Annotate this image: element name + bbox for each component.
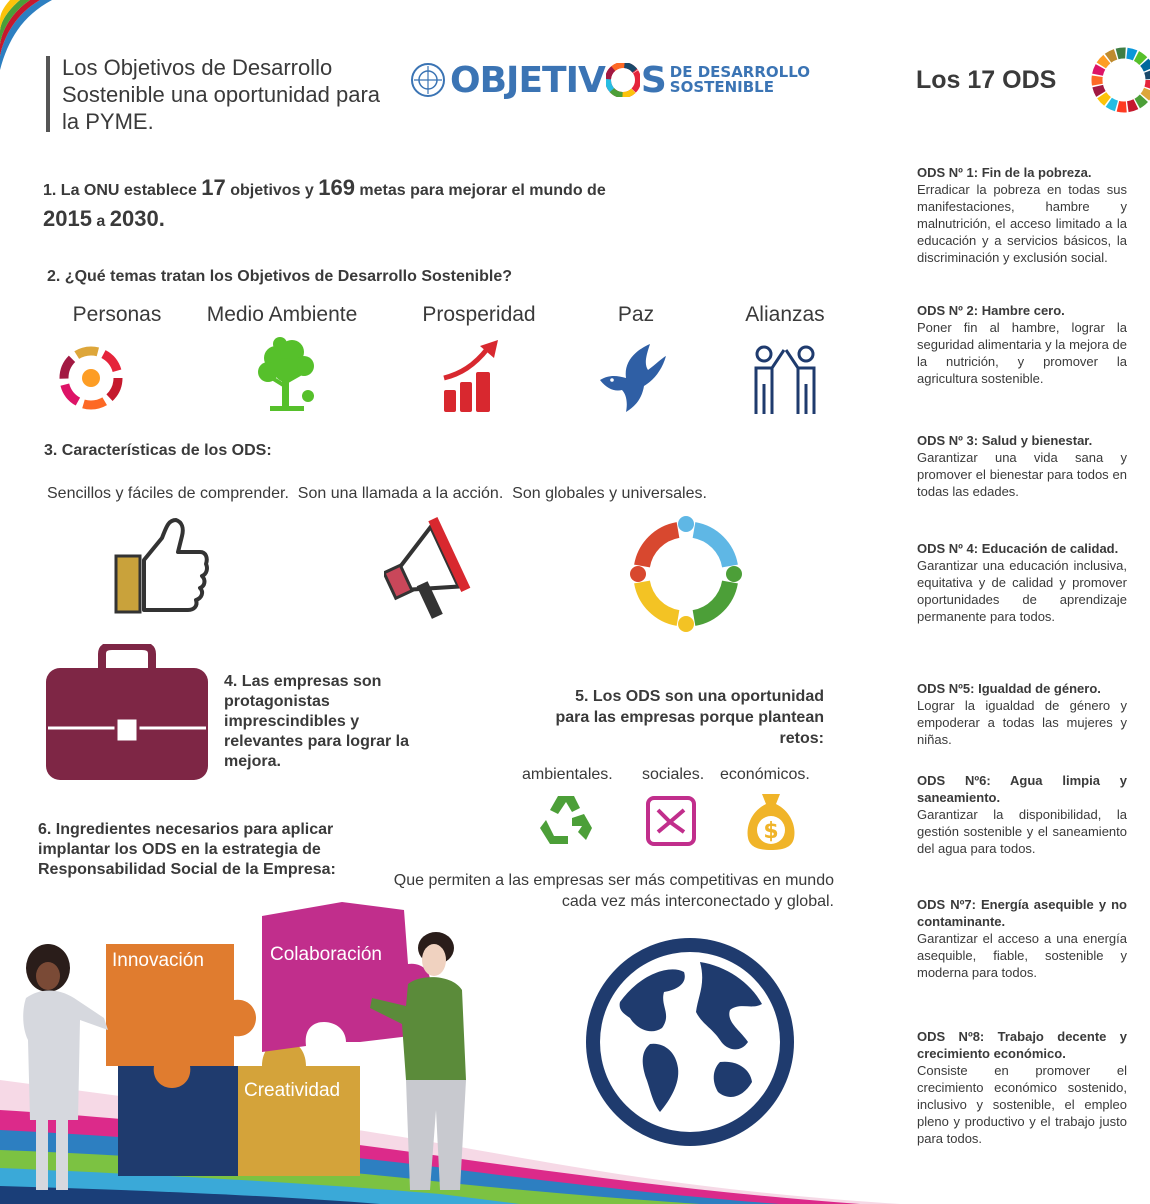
ods-item (917, 164, 1127, 266)
money-bag-icon (744, 790, 798, 852)
page-title: Los Objetivos de Desarrollo Sostenible una oportunidad para la PYME. (62, 55, 381, 134)
briefcase-icon (44, 644, 210, 784)
characteristics-line: Sencillos y fáciles de comprender. Son una llamada a la acción. Son globales y universales. (47, 485, 707, 502)
brand-word: OBJETIV (450, 59, 605, 101)
ods-item (917, 772, 1127, 857)
ods-desc: Garantizar una educación inclusiva, equitativa y de calidad y promover oportunidades de aprendizaje permanente para todos. (917, 558, 1127, 624)
theme-label-alianzas: Alianzas (745, 303, 825, 326)
puzzle-label-creativity: Creatividad (244, 1080, 341, 1101)
ods-title: ODS Nº 3: Salud y bienestar. (917, 433, 1093, 448)
s1-num-objectives: 17 (201, 175, 226, 200)
theme-label-prosperidad: Prosperidad (422, 303, 536, 326)
ods-item (917, 1028, 1127, 1147)
partnership-icon (750, 340, 820, 416)
challenge-label-social: sociales. (642, 766, 705, 783)
ods-desc: Consiste en promover el crecimiento económico sostenido, inclusivo y sostenible, el empleo pleno y productivo y el trabajo justo para todos. (917, 1063, 1127, 1146)
brand-word-end: S (640, 59, 666, 101)
brand-subtitle-1: DE DESARROLLO (669, 63, 810, 81)
s1-year-start: 2015 (43, 206, 92, 231)
global-people-icon (628, 516, 744, 632)
ods-desc: Garantizar la disponibilidad, la gestión sostenible y el saneamiento del agua para todos. (917, 807, 1127, 856)
ods-desc: Erradicar la pobreza en todas sus manifestaciones, hambre y malnutrición, el acceso limitado a la educación y a servicios básicos, la discriminación y exclusión social. (917, 182, 1127, 265)
un-emblem-icon (410, 62, 446, 98)
sdg-wheel-icon (606, 63, 640, 97)
sdg-brand-logo (410, 60, 810, 100)
svg-text:$: $ (763, 819, 779, 844)
globe-icon (580, 932, 800, 1152)
ods-title: ODS Nº6: Agua limpia y saneamiento. (917, 773, 1127, 805)
challenge-label-economic: económicos. (720, 766, 810, 783)
megaphone-icon (384, 512, 480, 622)
ods-desc: Garantizar una vida sana y promover el bienestar para todos en todas las edades. (917, 450, 1127, 499)
s1-part: metas para mejorar el mundo de (354, 182, 606, 199)
ods-list-title: Los 17 ODS (916, 66, 1057, 94)
growth-chart-icon (440, 338, 502, 414)
puzzle-label-collaboration: Colaboración (270, 944, 382, 965)
ods-desc: Lograr la igualdad de género y empoderar a todas las mujeres y niñas. (917, 698, 1127, 747)
ods-title: ODS Nº 4: Educación de calidad. (917, 541, 1119, 556)
recycle-icon (538, 792, 596, 848)
ods-title: ODS Nº5: Igualdad de género. (917, 681, 1101, 696)
sdg-wheel-large-icon (1088, 44, 1150, 116)
section-2-heading: 2. ¿Qué temas tratan los Objetivos de Desarrollo Sostenible? (47, 268, 513, 285)
ods-item (917, 302, 1127, 387)
section-6-text: 6. Ingredientes necesarios para aplicar implantar los ODS en la estrategia de Responsabilidad Social de la Empresa: (38, 821, 336, 878)
theme-label-medio-ambiente: Medio Ambiente (206, 303, 358, 326)
s1-part: 1. La ONU establece (43, 182, 202, 199)
puzzle-label-innovation: Innovación (112, 950, 204, 971)
s1-part: . (158, 206, 165, 231)
ods-item (917, 540, 1127, 625)
puzzle-illustration (0, 890, 470, 1204)
competitive-text: Que permiten a las empresas ser más competitivas en mundo cada vez más interconectado y global. (393, 872, 834, 910)
section-3-heading: 3. Características de los ODS: (44, 442, 272, 459)
s1-num-goals: 169 (318, 175, 355, 200)
brand-subtitle-2: SOSTENIBLE (669, 78, 774, 96)
brand-subtitle (670, 65, 810, 95)
ods-title: ODS Nº 2: Hambre cero. (917, 303, 1065, 318)
thumbs-up-icon (110, 516, 210, 616)
people-circle-icon (55, 342, 127, 414)
ods-title: ODS Nº7: Energía asequible y no contaminante. (917, 897, 1127, 929)
title-accent-bar (46, 56, 50, 132)
theme-label-personas: Personas (72, 303, 162, 326)
section-1-text (43, 174, 703, 236)
ods-desc: Garantizar el acceso a una energía asequible, fiable, sostenible y moderna para todos. (917, 931, 1127, 980)
challenge-label-environmental: ambientales. (522, 766, 613, 783)
section-5-text: 5. Los ODS son una oportunidad para las empresas porque plantean retos: (555, 688, 824, 747)
ods-item (917, 432, 1127, 500)
theme-label-paz: Paz (617, 303, 655, 326)
ods-item (917, 680, 1127, 748)
s1-year-end: 2030 (109, 206, 159, 231)
dove-icon (596, 342, 668, 414)
ods-item (917, 896, 1127, 981)
ods-title: ODS Nº 1: Fin de la pobreza. (917, 165, 1092, 180)
ods-desc: Poner fin al hambre, lograr la seguridad alimentaria y la mejora de la nutrición, y promover la agricultura sostenible. (917, 320, 1127, 386)
s1-part: objetivos y (225, 182, 319, 199)
ods-title: ODS Nº8: Trabajo decente y crecimiento económico. (917, 1029, 1127, 1061)
tree-icon (250, 336, 322, 412)
s1-part: a (91, 213, 110, 230)
joined-hands-icon (642, 792, 700, 850)
section-4-text: 4. Las empresas son protagonistas imprescindibles y relevantes para lograr la mejora. (224, 673, 409, 770)
